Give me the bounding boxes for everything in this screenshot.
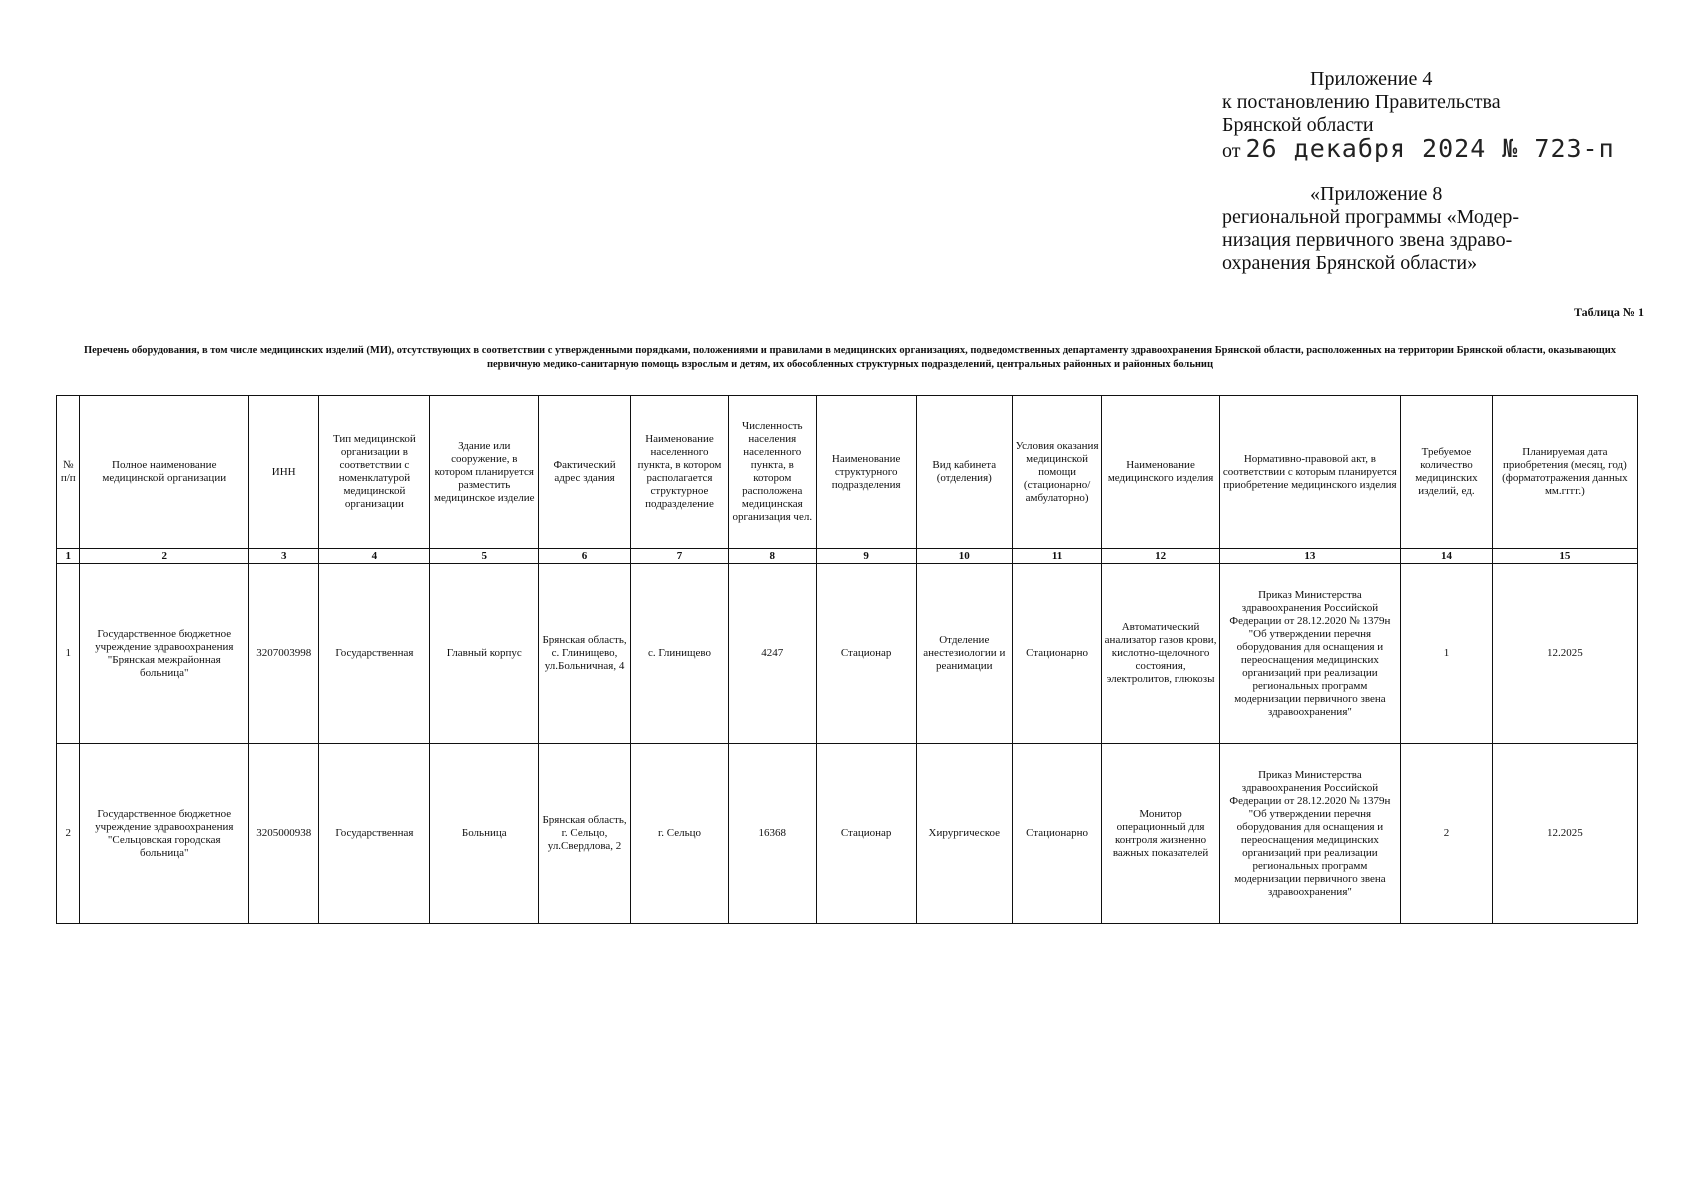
column-header: Полное наименование медицинской организации bbox=[80, 396, 249, 549]
appendix-block bbox=[1222, 68, 1642, 163]
appendix-line: к постановлению Правительства bbox=[1222, 91, 1501, 113]
device-name-cell: Автоматический анализатор газов крови, кислотно-щелочного состояния, электролитов, глюкозы bbox=[1102, 564, 1219, 744]
column-header: № п/п bbox=[57, 396, 80, 549]
column-number: 8 bbox=[729, 549, 816, 564]
program-line: региональной программы «Модер- bbox=[1222, 206, 1520, 228]
table-row bbox=[57, 564, 1638, 744]
column-number: 4 bbox=[319, 549, 430, 564]
table-row bbox=[57, 744, 1638, 924]
program-line: низация первичного звена здраво- bbox=[1222, 229, 1513, 251]
column-number: 5 bbox=[430, 549, 539, 564]
inn-cell: 3207003998 bbox=[249, 564, 319, 744]
appendix-title: Приложение 4 bbox=[1310, 68, 1433, 90]
column-number: 7 bbox=[630, 549, 728, 564]
purchase-date-cell: 12.2025 bbox=[1492, 564, 1637, 744]
column-header: Условия оказания медицинской помощи (стационарно/амбулаторно) bbox=[1012, 396, 1102, 549]
appendix-line: Брянской области bbox=[1222, 114, 1374, 136]
column-number: 15 bbox=[1492, 549, 1637, 564]
column-number: 2 bbox=[80, 549, 249, 564]
column-header: Наименование населенного пункта, в котором располагается структурное подразделение bbox=[630, 396, 728, 549]
handwritten-date: 26 декабря 2024 № 723-п bbox=[1245, 134, 1615, 163]
column-number: 1 bbox=[57, 549, 80, 564]
column-header: Тип медицинской организации в соответствии с номенклатурой медицинской организации bbox=[319, 396, 430, 549]
department-cell: Хирургическое bbox=[916, 744, 1012, 924]
org-type-cell: Государственная bbox=[319, 744, 430, 924]
column-header: Нормативно-правовой акт, в соответствии с которым планируется приобретение медицинского изделия bbox=[1219, 396, 1400, 549]
legal-act-cell: Приказ Министерства здравоохранения Российской Федерации от 28.12.2020 № 1379н "Об утверждении перечня оборудования для оснащения и переоснащения медицинских организаций при реализации региональных программ модернизации первичного звена здравоохранения" bbox=[1219, 564, 1400, 744]
column-header: ИНН bbox=[249, 396, 319, 549]
column-number: 12 bbox=[1102, 549, 1219, 564]
column-number: 3 bbox=[249, 549, 319, 564]
inn-cell: 3205000938 bbox=[249, 744, 319, 924]
quantity-cell: 2 bbox=[1401, 744, 1493, 924]
column-header: Здание или сооружение, в котором планируется разместить медицинское изделие bbox=[430, 396, 539, 549]
quantity-cell: 1 bbox=[1401, 564, 1493, 744]
date-prefix: от bbox=[1222, 140, 1241, 162]
department-cell: Отделение анестезиологии и реанимации bbox=[916, 564, 1012, 744]
purchase-date-cell: 12.2025 bbox=[1492, 744, 1637, 924]
address-cell: Брянская область, г. Сельцо, ул.Свердлова, 2 bbox=[539, 744, 631, 924]
organization-name: Государственное бюджетное учреждение здравоохранения "Брянская межрайонная больница" bbox=[80, 564, 249, 744]
settlement-cell: с. Глинищево bbox=[630, 564, 728, 744]
column-header: Наименование медицинского изделия bbox=[1102, 396, 1219, 549]
subdivision-cell: Стационар bbox=[816, 744, 916, 924]
legal-act-cell: Приказ Министерства здравоохранения Российской Федерации от 28.12.2020 № 1379н "Об утверждении перечня оборудования для оснащения и переоснащения медицинских организаций при реализации региональных программ модернизации первичного звена здравоохранения" bbox=[1219, 744, 1400, 924]
table-label: Таблица № 1 bbox=[1573, 305, 1644, 319]
appendix-date bbox=[1222, 134, 1642, 163]
column-number: 14 bbox=[1401, 549, 1493, 564]
column-number-row bbox=[57, 549, 1638, 564]
program-line: охранения Брянской области» bbox=[1222, 252, 1478, 274]
column-header: Наименование структурного подразделения bbox=[816, 396, 916, 549]
device-name-cell: Монитор операционный для контроля жизненно важных показателей bbox=[1102, 744, 1219, 924]
program-title: «Приложение 8 bbox=[1310, 183, 1443, 205]
column-number: 11 bbox=[1012, 549, 1102, 564]
settlement-cell: г. Сельцо bbox=[630, 744, 728, 924]
building-cell: Больница bbox=[430, 744, 539, 924]
org-type-cell: Государственная bbox=[319, 564, 430, 744]
column-header: Требуемое количество медицинских изделий, ед. bbox=[1401, 396, 1493, 549]
column-number: 13 bbox=[1219, 549, 1400, 564]
column-header: Планируемая дата приобретения (месяц, год) (форматотражения данных мм.гггг.) bbox=[1492, 396, 1637, 549]
care-conditions-cell: Стационарно bbox=[1012, 564, 1102, 744]
organization-name: Государственное бюджетное учреждение здравоохранения "Сельцовская городская больница" bbox=[80, 744, 249, 924]
building-cell: Главный корпус bbox=[430, 564, 539, 744]
row-number: 1 bbox=[57, 564, 80, 744]
subdivision-cell: Стационар bbox=[816, 564, 916, 744]
care-conditions-cell: Стационарно bbox=[1012, 744, 1102, 924]
column-header: Фактический адрес здания bbox=[539, 396, 631, 549]
column-header: Вид кабинета (отделения) bbox=[916, 396, 1012, 549]
table-caption: Перечень оборудования, в том числе медицинских изделий (МИ), отсутствующих в соответствии с утвержденными порядками, положениями и правилами в медицинских организациях, подведомственных департаменту здравоохранения Брянской области, расположенных на территории Брянской области, оказывающих первичную медико-санитарную помощь взрослым и детям, их обособленных структурных подразделений, центральных районных и районных больниц bbox=[83, 345, 1617, 370]
program-block bbox=[1222, 183, 1642, 275]
header-row bbox=[57, 396, 1638, 549]
population-cell: 4247 bbox=[729, 564, 816, 744]
column-number: 6 bbox=[539, 549, 631, 564]
equipment-table bbox=[56, 395, 1638, 924]
column-number: 10 bbox=[916, 549, 1012, 564]
column-number: 9 bbox=[816, 549, 916, 564]
row-number: 2 bbox=[57, 744, 80, 924]
population-cell: 16368 bbox=[729, 744, 816, 924]
address-cell: Брянская область, с. Глинищево, ул.Больничная, 4 bbox=[539, 564, 631, 744]
column-header: Численность населения населенного пункта, в котором расположена медицинская организация чел. bbox=[729, 396, 816, 549]
